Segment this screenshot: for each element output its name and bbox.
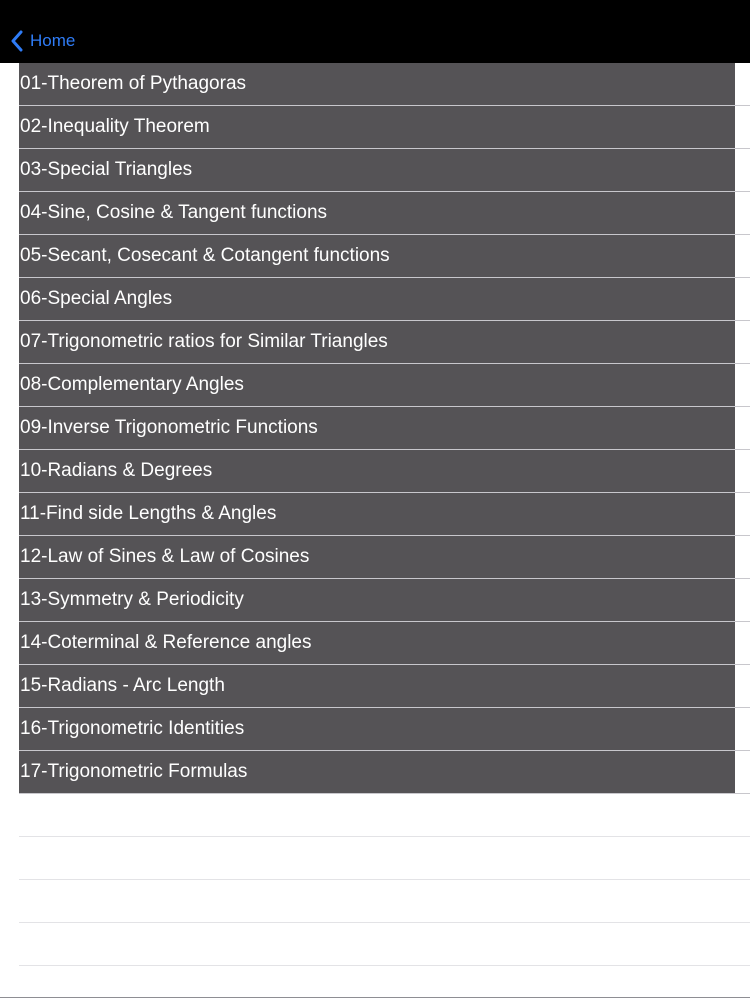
list-item-label: 14-Coterminal & Reference angles <box>20 632 312 653</box>
list-item-cell[interactable] <box>19 278 735 320</box>
list-item-label: 12-Law of Sines & Law of Cosines <box>20 546 310 567</box>
list-item-cell[interactable] <box>19 63 735 105</box>
list-item-cell[interactable] <box>19 665 735 707</box>
list-item-cell[interactable] <box>19 493 735 535</box>
list-item-label: 09-Inverse Trigonometric Functions <box>20 417 318 438</box>
list-item-label: 13-Symmetry & Periodicity <box>20 589 244 610</box>
list-item[interactable] <box>0 192 750 235</box>
list-item[interactable] <box>0 450 750 493</box>
row-divider <box>19 965 750 966</box>
list-item-cell[interactable] <box>19 106 735 148</box>
list-item[interactable] <box>0 321 750 364</box>
empty-row <box>0 837 750 880</box>
list-item-cell[interactable] <box>19 450 735 492</box>
list-item[interactable] <box>0 493 750 536</box>
back-label: Home <box>30 31 76 50</box>
list-item[interactable] <box>0 622 750 665</box>
list-item[interactable] <box>0 536 750 579</box>
list-item[interactable] <box>0 63 750 106</box>
list-item-label: 15-Radians - Arc Length <box>20 675 225 696</box>
list-item-label: 01-Theorem of Pythagoras <box>20 73 247 94</box>
list-item-cell[interactable] <box>19 579 735 621</box>
list-item[interactable] <box>0 364 750 407</box>
list-item-cell[interactable] <box>19 751 735 793</box>
list-item-cell[interactable] <box>19 407 735 449</box>
topic-list <box>0 63 750 966</box>
list-item[interactable] <box>0 579 750 622</box>
list-item-label: 02-Inequality Theorem <box>20 116 210 137</box>
list-item-cell[interactable] <box>19 536 735 578</box>
list-item-label: 16-Trigonometric Identities <box>20 718 245 739</box>
list-item[interactable] <box>0 708 750 751</box>
empty-row <box>0 880 750 923</box>
bottom-divider <box>0 997 750 998</box>
list-item-label: 17-Trigonometric Formulas <box>20 761 248 782</box>
chevron-left-icon <box>10 30 24 52</box>
list-item-label: 06-Special Angles <box>20 288 173 309</box>
list-item-cell[interactable] <box>19 708 735 750</box>
list-item-cell[interactable] <box>19 235 735 277</box>
list-item-label: 10-Radians & Degrees <box>20 460 213 481</box>
list-item-cell[interactable] <box>19 192 735 234</box>
list-item-cell[interactable] <box>19 149 735 191</box>
list-item[interactable] <box>0 665 750 708</box>
empty-row <box>0 794 750 837</box>
list-item-label: 11-Find side Lengths & Angles <box>20 503 277 524</box>
list-item-cell[interactable] <box>19 622 735 664</box>
list-item-cell[interactable] <box>19 364 735 406</box>
empty-row <box>0 923 750 966</box>
list-item-label: 03-Special Triangles <box>20 159 193 180</box>
list-item-label: 07-Trigonometric ratios for Similar Triangles <box>20 331 388 352</box>
list-item[interactable] <box>0 149 750 192</box>
list-item-label: 04-Sine, Cosine & Tangent functions <box>20 202 328 223</box>
list-item[interactable] <box>0 106 750 149</box>
list-item[interactable] <box>0 407 750 450</box>
list-item-cell[interactable] <box>19 321 735 363</box>
list-item-label: 08-Complementary Angles <box>20 374 244 395</box>
list-item[interactable] <box>0 751 750 794</box>
list-item-label: 05-Secant, Cosecant & Cotangent functions <box>20 245 390 266</box>
home-back-button[interactable] <box>10 28 75 54</box>
list-item[interactable] <box>0 235 750 278</box>
navigation-bar <box>0 0 750 63</box>
list-item[interactable] <box>0 278 750 321</box>
